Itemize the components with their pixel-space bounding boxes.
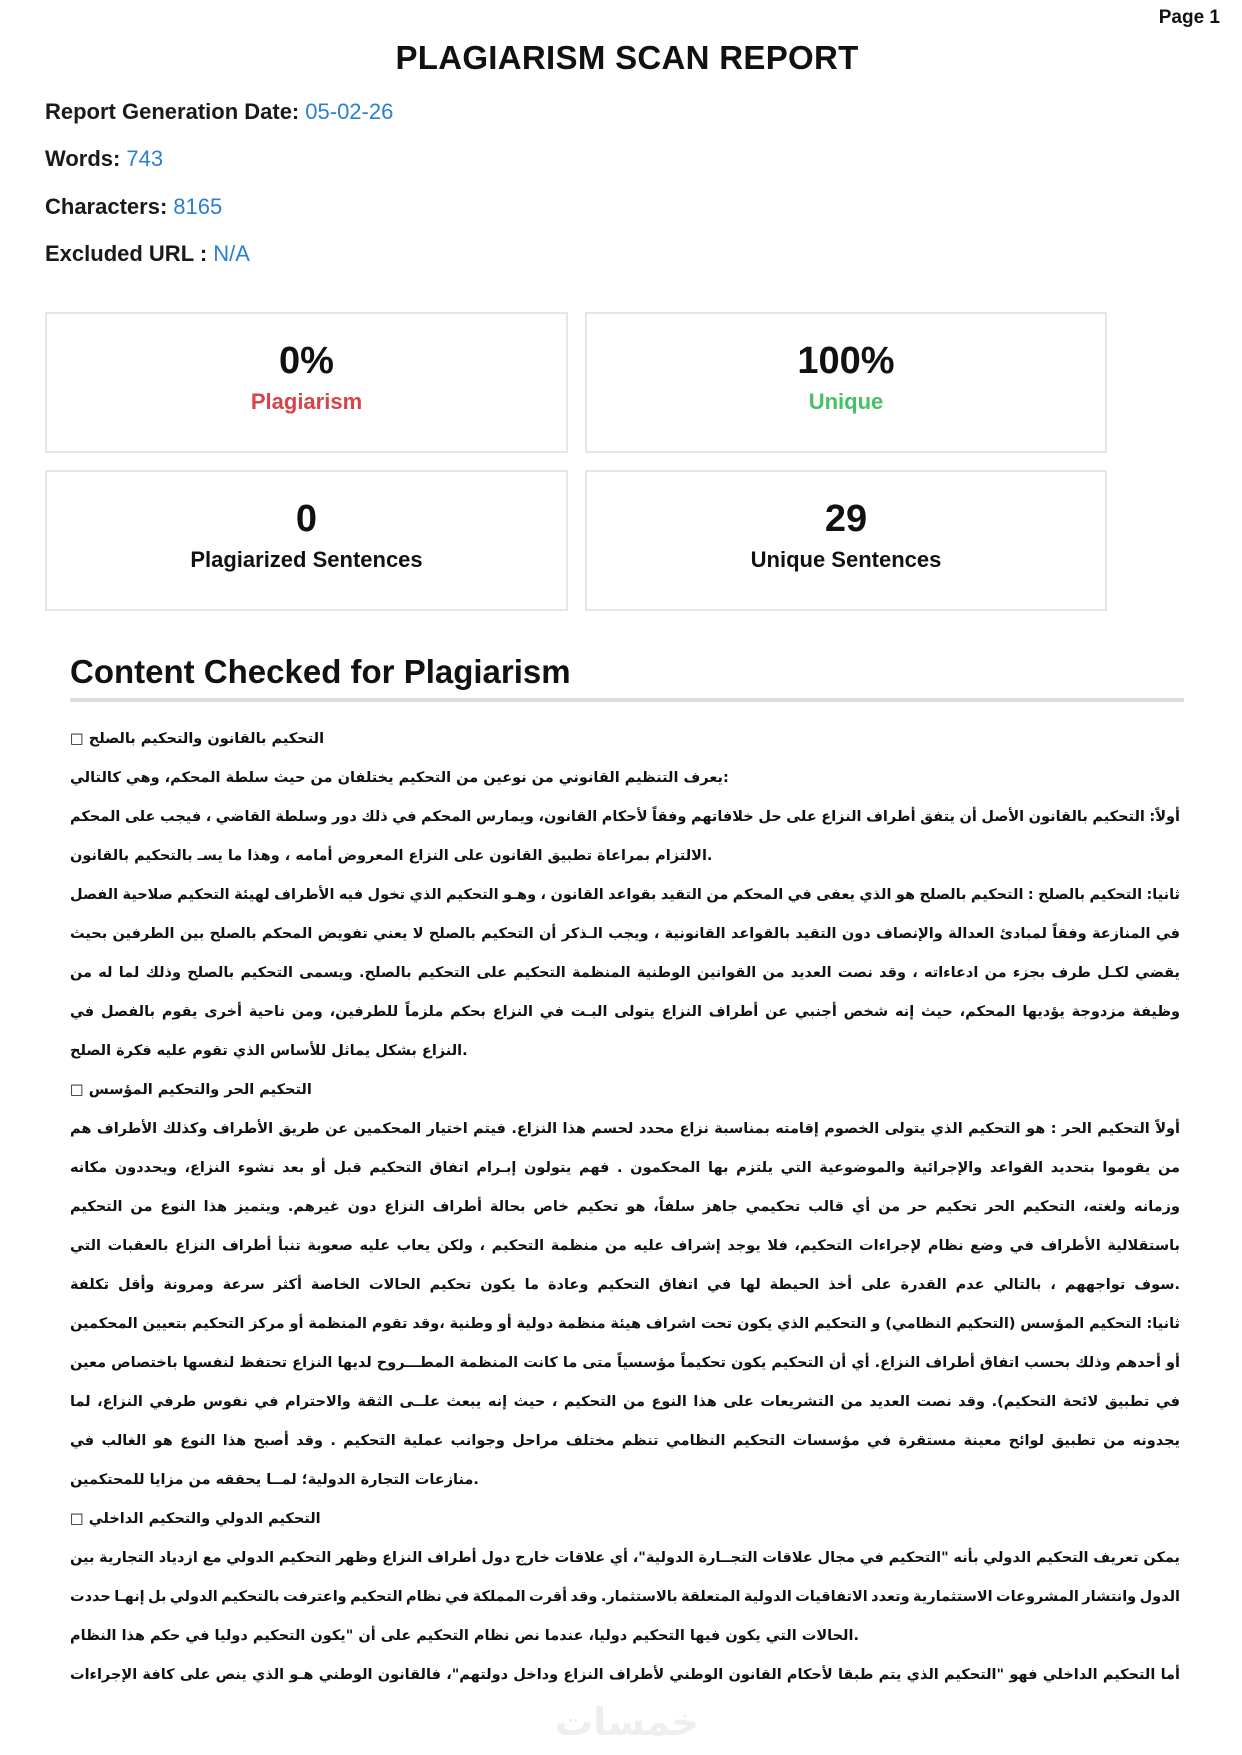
- words-value: 743: [126, 146, 164, 171]
- content-line: [70, 759, 1180, 798]
- content-heading-line: [70, 1500, 1180, 1539]
- content-line: [70, 1227, 1180, 1266]
- content-line-text: وظيفة مزدوجة يؤديها المحكم، حيث إنه شخص أجنبي عن أطراف النزاع يتولى البـت في النزاع بحكم ملزماً للطرفين، ومن ناحية أخرى يقوم بالفصل في: [70, 1004, 1180, 1020]
- content-line: [70, 1110, 1180, 1149]
- characters-value: 8165: [173, 194, 223, 219]
- content-line-text: ثانيا: التحكيم بالصلح : التحكيم بالصلح هو الذي يعفى في المحكم من التقيد بقواعد القانون ، وهـو التحكيم الذي تخول فيه الأطراف لهيئة التحكيم صلاحية الفصل: [70, 887, 1180, 903]
- content-line-text: □ التحكيم الدولي والتحكيم الداخلي: [70, 1511, 321, 1527]
- words-label: Words:: [45, 146, 121, 171]
- content-line-text: الحالات التي يكون فيها التحكيم دوليا، عندما نص نظام التحكيم على أن "يكون التحكيم دوليا في حكم هذا النظام.: [70, 1628, 859, 1644]
- content-line: [70, 954, 1180, 993]
- content-line-text: □ التحكيم الحر والتحكيم المؤسس: [70, 1082, 312, 1098]
- content-line-text: أو أحدهم وذلك بحسب اتفاق أطراف النزاع. أي أن التحكيم يكون تحكيماً مؤسسياً متى ما كانت المنظمة المطـــروح لديها النزاع تحتفظ لنفسها باختصاص معين: [70, 1355, 1180, 1371]
- unique-sentences-label: Unique Sentences: [750, 547, 942, 572]
- content-line-text: منازعات التجارة الدولية؛ لمــا يحققه من مزايا للمحتكمين.: [70, 1472, 479, 1488]
- content-line-text: أولاً التحكيم الحر : هو التحكيم الذي يتولى الخصوم إقامته بمناسبة نزاع محدد لحسم هذا النزاع. فيتم اختيار المحكمين عن طريق الأطراف وكذلك الأطراف هم: [70, 1121, 1180, 1137]
- content-line: [70, 1578, 1180, 1617]
- report-date-value: 05-02-26: [305, 99, 394, 124]
- excluded-url-label: Excluded URL :: [45, 241, 208, 266]
- content-line-text: ثانيا: التحكيم المؤسس (التحكيم النظامي) و التحكيم الذي يكون تحت اشراف هيئة منظمة دولية أو وطنية ،وقد تقوم المنظمة أو مركز التحكيم بتعيين المحكمين: [70, 1316, 1180, 1332]
- report-title: PLAGIARISM SCAN REPORT: [395, 39, 859, 76]
- content-line-text: من يقوموا بتحديد القواعد والإجرائية والموضوعية التي يلتزم بها المحكمون . فهم يتولون إبـرام اتفاق التحكيم قبل أو بعد نشوء النزاع، ويحددون مكانه: [70, 1160, 1180, 1176]
- content-heading-line: [70, 720, 1180, 759]
- section-divider: [70, 698, 1184, 702]
- content-line-text: □ التحكيم بالقانون والتحكيم بالصلح: [70, 731, 325, 747]
- plagiarism-label: Plagiarism: [250, 389, 363, 414]
- content-line-text: وزمانه ولغته، التحكيم الحر تحكيم حر من أي قالب تحكيمي جاهز سلفاً، هو تحكيم خاص بحالة أطراف النزاع دون غيرهم. ويتميز هذا النوع من التحكيم: [70, 1199, 1180, 1215]
- excluded-url-row: [45, 240, 250, 268]
- watermark-logo: خمسات: [555, 1700, 699, 1744]
- characters-label: Characters:: [45, 194, 168, 219]
- words-row: [45, 145, 163, 173]
- plagiarized-sentences-card: [45, 470, 568, 611]
- content-line-text: باستقلالية الأطراف في وضع نظام لإجراءات التحكيم، فلا يوجد إشراف عليه من منظمة التحكيم ، ولكن يعاب عليه صعوبة تنبأ أطراف النزاع بالعقبات التي: [70, 1238, 1180, 1254]
- checked-content: [70, 720, 1180, 1695]
- content-line: [70, 1344, 1180, 1383]
- content-line: [70, 1032, 1180, 1071]
- content-line: [70, 1149, 1180, 1188]
- unique-percent: 100%: [797, 340, 895, 382]
- content-line: [70, 1188, 1180, 1227]
- plagiarized-sentences-label: Plagiarized Sentences: [190, 547, 423, 572]
- content-line-text: سوف تواجههم ، بالتالي عدم القدرة على أخذ الحيطة لها في اتفاق التحكيم وعادة ما يكون تحكيم الحالات الخاصة أكثر سرعة ومرونة وأقل تكلفة.: [70, 1277, 1180, 1293]
- content-line-text: يعرف التنظيم القانوني من نوعين من التحكيم يختلفان من حيث سلطة المحكم، وهي كالتالي:: [70, 770, 729, 786]
- plagiarized-sentences-count: 0: [295, 498, 318, 540]
- characters-row: [45, 193, 222, 221]
- content-line: [70, 993, 1180, 1032]
- content-heading-line: [70, 1071, 1180, 1110]
- plagiarism-percent-card: [45, 312, 568, 453]
- content-line: [70, 915, 1180, 954]
- content-line-text: يجدونه من تطبيق لوائح معينة مستقرة في مؤسسات التحكيم النظامي تنظم مختلف مراحل وجوانب عملية التحكيم . وقد أصبح هذا النوع هو الغالب في: [70, 1433, 1180, 1449]
- unique-percent-card: [585, 312, 1107, 453]
- content-line-text: النزاع بشكل يماثل للأساس الذي تقوم عليه فكرة الصلح.: [70, 1043, 468, 1059]
- unique-sentences-card: [585, 470, 1107, 611]
- content-line-text: في المنازعة وفقاً لمبادئ العدالة والإنصاف دون التقيد بالقواعد القانونية ، ويجب الـذكر أن التحكيم بالصلح لا يعني تفويض المحكم بالصلح بين الطرفين بحيث: [70, 926, 1180, 942]
- content-line: [70, 1305, 1180, 1344]
- plagiarism-percent: 0%: [279, 340, 334, 382]
- content-line-text: في تطبيق لائحة التحكيم). وقد نصت العديد من التشريعات على هذا النوع من التحكيم ، حيث إنه يبعث علــى الثقة والاحترام في نفوس طرفي النزاع، لما: [70, 1394, 1180, 1410]
- content-line-text: يقضي لكـل طرف بجزء من ادعاءاته ، وقد نصت العديد من القوانين الوطنية المنظمة التحكيم على التحكيم بالصلح. ويسمى التحكيم بالصلح وذلك لما له من: [70, 965, 1180, 981]
- content-line-text: الالتزام بمراعاة تطبيق القانون على النزاع المعروض أمامه ، وهذا ما يسـ بالتحكيم بالقانون.: [70, 848, 713, 864]
- content-line: [70, 1539, 1180, 1578]
- content-line: [70, 1656, 1180, 1695]
- content-line-text: أولاً: التحكيم بالقانون الأصل أن يتفق أطراف النزاع على حل خلافاتهم وفقاً لأحكام القانون، ويمارس المحكم في ذلك دور وسلطة القاضي ، فيجب على المحكم: [70, 809, 1180, 825]
- report-date-row: [45, 98, 393, 126]
- content-section-title: Content Checked for Plagiarism: [70, 653, 571, 690]
- content-line: [70, 798, 1180, 837]
- content-line: [70, 1266, 1180, 1305]
- content-line: [70, 1461, 1180, 1500]
- content-line: [70, 1383, 1180, 1422]
- content-line: [70, 876, 1180, 915]
- content-line: [70, 1422, 1180, 1461]
- content-line: [70, 837, 1180, 876]
- page-number: Page 1: [1158, 7, 1220, 28]
- report-date-label: Report Generation Date:: [45, 99, 300, 124]
- excluded-url-value: N/A: [213, 241, 250, 266]
- unique-sentences-count: 29: [824, 498, 868, 540]
- content-line-text: أما التحكيم الداخلي فهو "التحكيم الذي يتم طبقا لأحكام القانون الوطني لأطراف النزاع وداخل دولتهم"، فالقانون الوطني هـو الذي ينص على كافة الإجراءات: [70, 1667, 1180, 1683]
- unique-label: Unique: [808, 389, 884, 414]
- content-line-text: يمكن تعريف التحكيم الدولي بأنه "التحكيم في مجال علاقات التجــارة الدولية"، أي علاقات خارج دول أطراف النزاع وظهر التحكيم الدولي مع ازدياد التجارية بين: [70, 1550, 1180, 1566]
- content-line-text: الدول وانتشار المشروعات الاستثمارية وتعدد الاتفاقيات الدولية المتعلقة بالاستثمار. وقد أقرت المملكة في نظام التحكيم واعترفت بالتحكيم الدولي بل إنهـا حددت: [70, 1589, 1180, 1605]
- content-line: [70, 1617, 1180, 1656]
